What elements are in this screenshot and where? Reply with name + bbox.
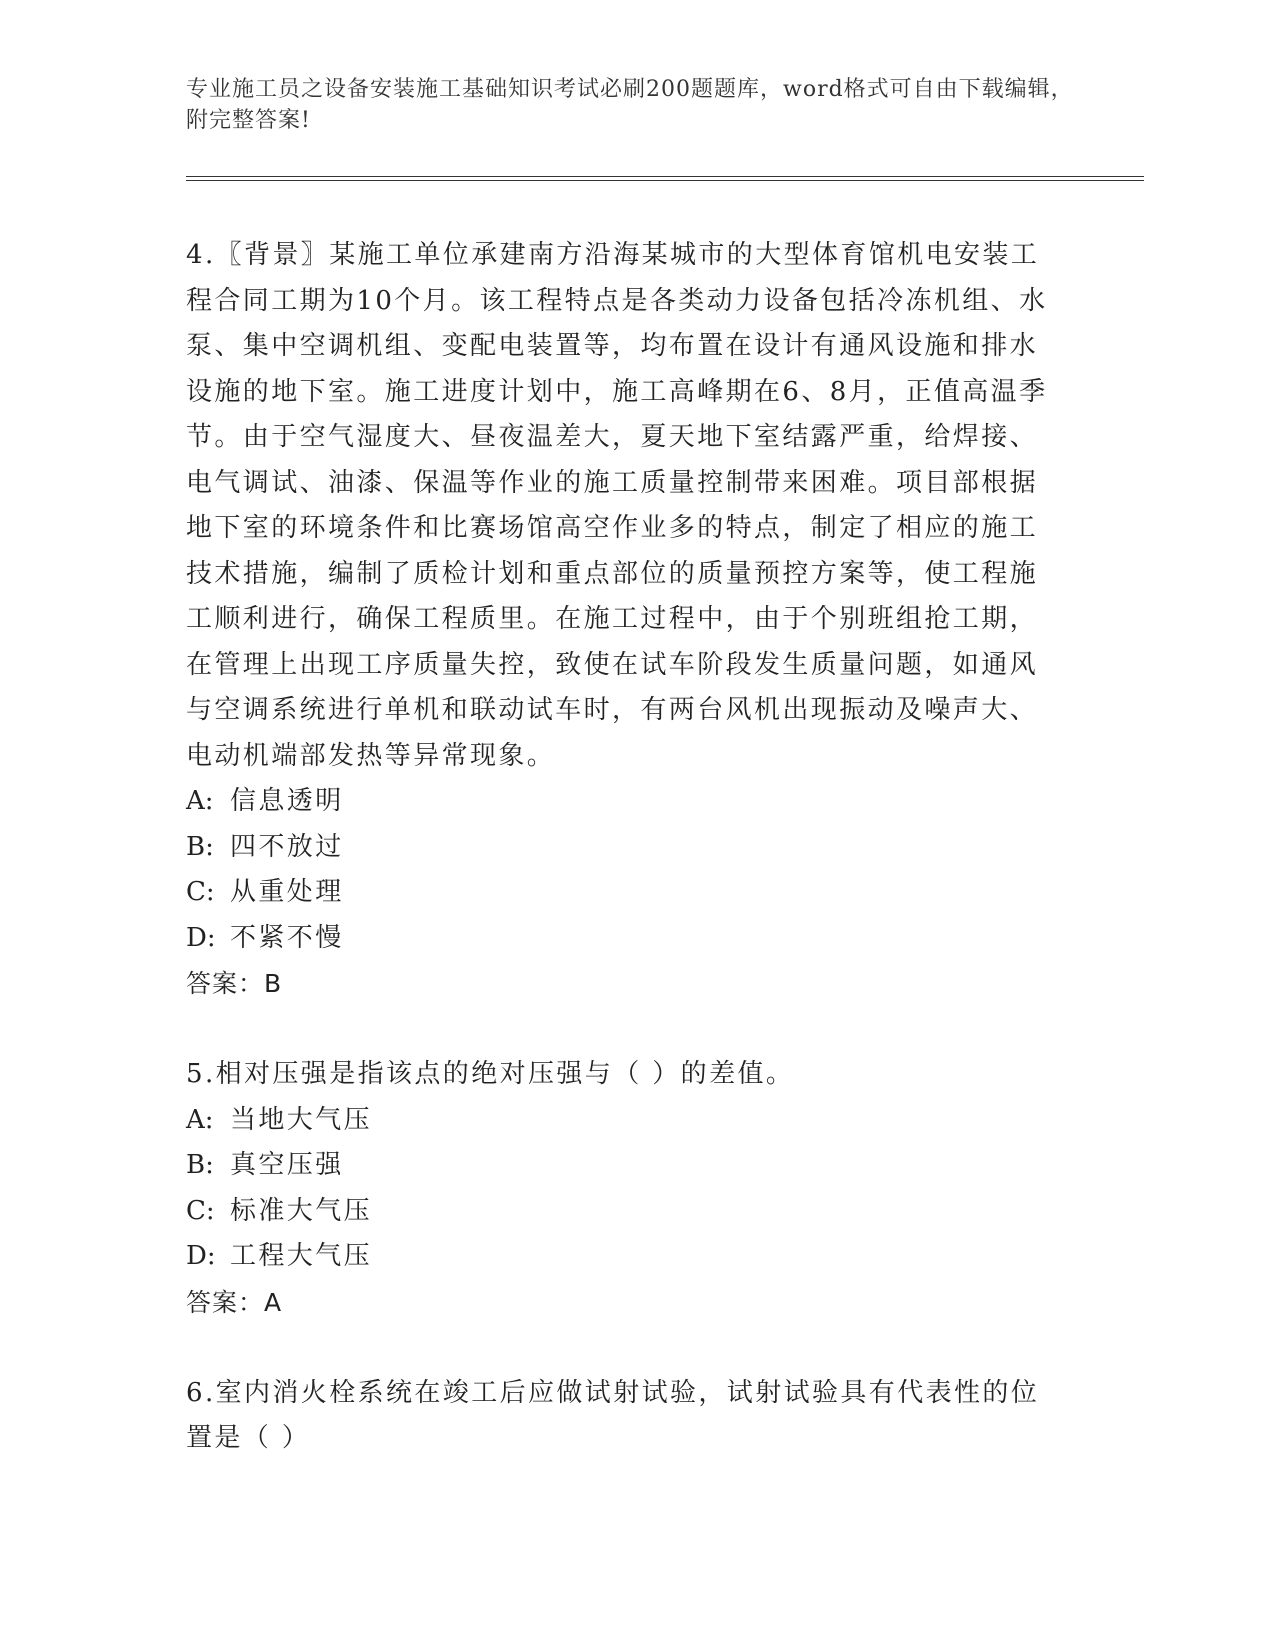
option-label: C: <box>186 1195 215 1226</box>
answer-line: 答案：B <box>186 969 283 998</box>
question-spacer <box>186 1007 1066 1053</box>
question-4 <box>186 233 1066 1007</box>
option-text: 四不放过 <box>230 831 344 862</box>
page-header-title: 专业施工员之设备安装施工基础知识考试必刷200题题库，word格式可自由下载编辑，附完整答案! <box>186 77 1074 133</box>
option-text: 不紧不慢 <box>230 922 344 953</box>
question-text: 5.相对压强是指该点的绝对压强与（ ）的差值。 <box>186 1059 795 1089</box>
option-text: 当地大气压 <box>230 1104 373 1135</box>
option-text: 从重处理 <box>230 877 344 907</box>
option-a <box>186 779 1066 825</box>
option-b <box>186 1143 1066 1189</box>
question-text: 4.〖背景〗某施工单位承建南方沿海某城市的大型体育馆机电安装工程合同工期为10个月。该工程特点是各类动力设备包括冷冻机组、水泵、集中空调机组、变配电装置等，均布置在设计有通风设施和排水设施的地下室。施工进度计划中，施工高峰期在6、8月，正值高温季节。由于空气湿度大、昼夜温差大，夏天地下室结露严重，给焊接、电气调试、油漆、保温等作业的施工质量控制带来困难。项目部根据地下室的环境条件和比赛场馆高空作业多的特点，制定了相应的施工技术措施，编制了质检计划和重点部位的质量预控方案等，使工程施工顺利进行，确保工程质里。在施工过程中，由于个别班组抢工期，在管理上出现工序质量失控，致使在试车阶段发生质量问题，如通风与空调系统进行单机和联动试车时，有两台风机出现振动及噪声大、电动机端部发热等异常现象。 <box>186 240 1048 771</box>
question-6 <box>186 1371 1066 1462</box>
option-a <box>186 1098 1066 1144</box>
option-c <box>186 1189 1066 1235</box>
option-text: 真空压强 <box>230 1150 344 1180</box>
question-text: 6.室内消火栓系统在竣工后应做试射试验，试射试验具有代表性的位置是（ ） <box>186 1377 1040 1453</box>
option-c <box>186 870 1066 916</box>
option-d <box>186 916 1066 962</box>
option-label: D: <box>186 1241 216 1271</box>
option-label: B: <box>186 1150 214 1180</box>
answer-line: 答案：A <box>186 1287 283 1317</box>
option-label: A: <box>186 1104 214 1135</box>
option-label: A: <box>186 786 214 816</box>
option-d <box>186 1234 1066 1280</box>
option-text: 标准大气压 <box>230 1195 373 1226</box>
option-label: B: <box>186 831 214 862</box>
option-text: 信息透明 <box>230 786 344 816</box>
question-list <box>186 233 1066 1462</box>
option-label: C: <box>186 877 215 907</box>
question-5 <box>186 1052 1066 1325</box>
option-b <box>186 825 1066 871</box>
option-label: D: <box>186 922 216 953</box>
question-spacer <box>186 1325 1066 1371</box>
header-divider <box>186 176 1144 181</box>
option-text: 工程大气压 <box>230 1241 373 1271</box>
